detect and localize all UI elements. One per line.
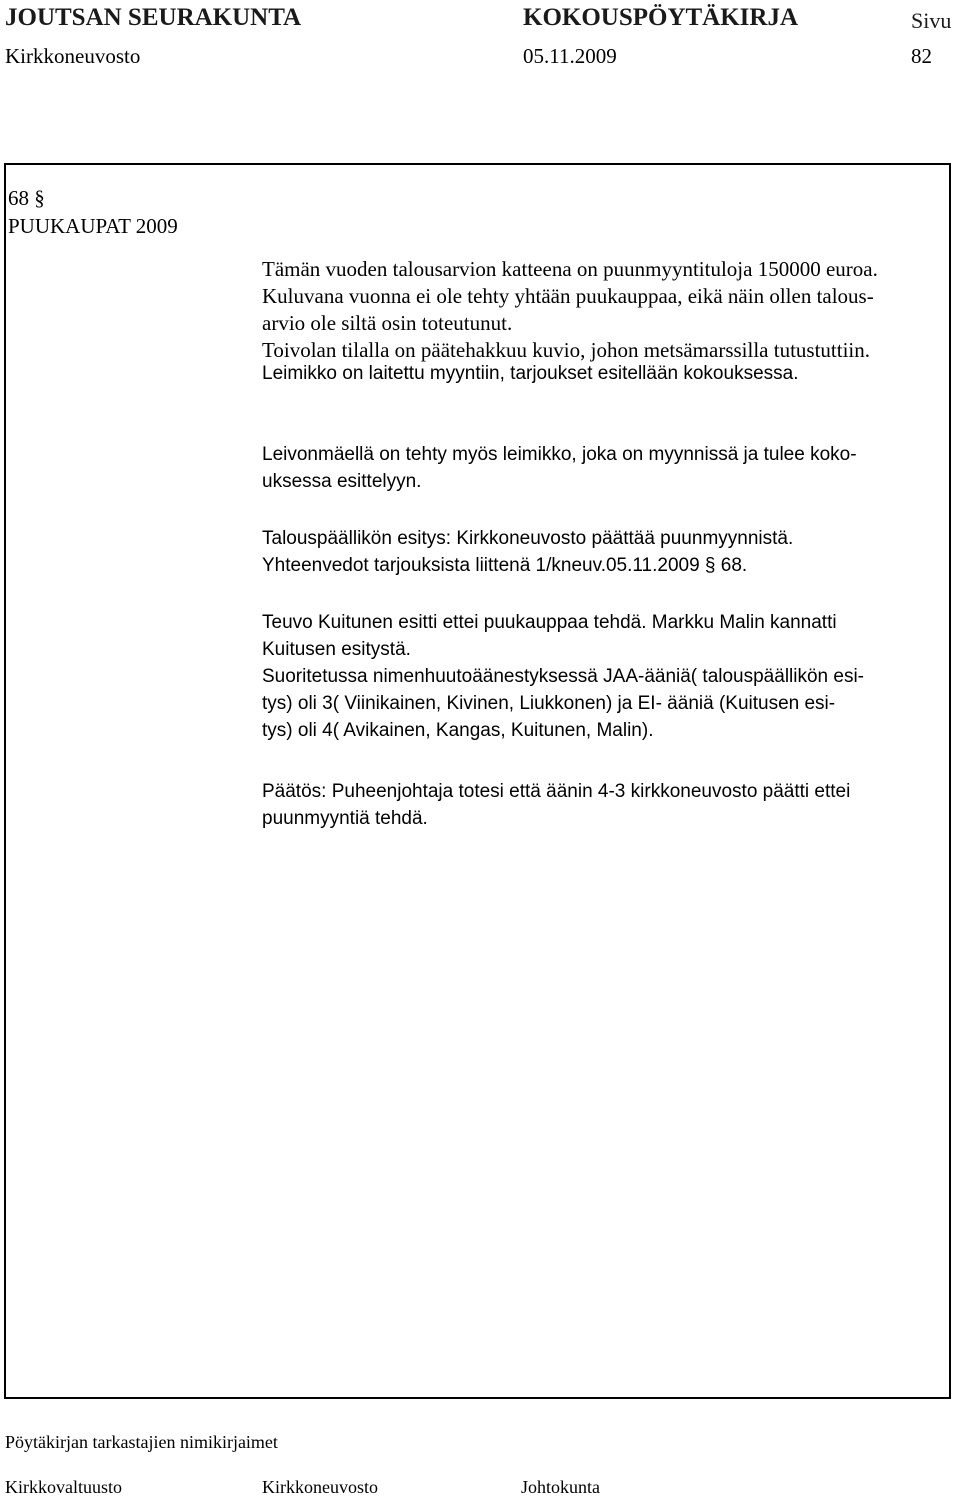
paragraph-vote [262, 609, 864, 744]
organization-name: JOUTSAN SEURAKUNTA [5, 4, 302, 31]
text-line: Suoritetussa nimenhuutoäänestyksessä JAA-ääniä( talouspäällikön esi- [262, 666, 865, 687]
footer-col-board: Kirkkoneuvosto [262, 1477, 378, 1497]
text-line: Leimikko on laitettu myyntiin, tarjoukset esitellään kokouksessa. [262, 363, 799, 384]
meeting-date: 05.11.2009 [523, 44, 617, 68]
paragraph-proposal [262, 525, 793, 579]
text-line: Yhteenvedot tarjouksista liittenä 1/kneuv.05.11.2009 § 68. [262, 555, 748, 576]
text-line: Talouspäällikön esitys: Kirkkoneuvosto päättää puunmyynnistä. [262, 528, 794, 549]
section-number: 68 § [8, 186, 45, 210]
text-line: Teuvo Kuitunen esitti ettei puukauppaa tehdä. Markku Malin kannatti [262, 612, 837, 633]
initials-label: Pöytäkirjan tarkastajien nimikirjaimet [5, 1432, 278, 1452]
footer-col-committee: Johtokunta [521, 1477, 600, 1497]
meeting-body: Kirkkoneuvosto [5, 44, 141, 68]
text-line: Toivolan tilalla on päätehakkuu kuvio, johon metsämarssilla tutustuttiin. [262, 338, 871, 362]
page-number: 82 [911, 44, 932, 68]
text-line: Päätös: Puheenjohtaja totesi että äänin 4-3 kirkkoneuvosto päätti ettei [262, 781, 851, 802]
paragraph-budget [262, 256, 878, 364]
text-line: arvio ole siltä osin toteutunut. [262, 311, 513, 335]
text-line: puunmyyntiä tehdä. [262, 808, 428, 829]
document-type: KOKOUSPÖYTÄKIRJA [523, 4, 799, 31]
text-line: tys) oli 4( Avikainen, Kangas, Kuitunen, Malin). [262, 720, 654, 741]
text-line: Kuluvana vuonna ei ole tehty yhtään puukauppaa, eikä näin ollen talous- [262, 284, 874, 308]
text-line: tys) oli 3( Viinikainen, Kivinen, Liukkonen) ja EI- ääniä (Kuitusen esi- [262, 693, 836, 714]
paragraph-lot [262, 360, 798, 387]
text-line: Tämän vuoden talousarvion katteena on puunmyyntituloja 150000 euroa. [262, 257, 878, 281]
text-line: Leivonmäellä on tehty myös leimikko, joka on myynnissä ja tulee koko- [262, 444, 857, 465]
paragraph-decision [262, 778, 850, 832]
page-label: Sivu [911, 8, 952, 33]
text-line: Kuitusen esitystä. [262, 639, 411, 660]
footer-col-council: Kirkkovaltuusto [5, 1477, 122, 1497]
text-line: uksessa esittelyyn. [262, 471, 422, 492]
paragraph-leivonmaki [262, 441, 857, 495]
section-title: PUUKAUPAT 2009 [8, 214, 178, 238]
